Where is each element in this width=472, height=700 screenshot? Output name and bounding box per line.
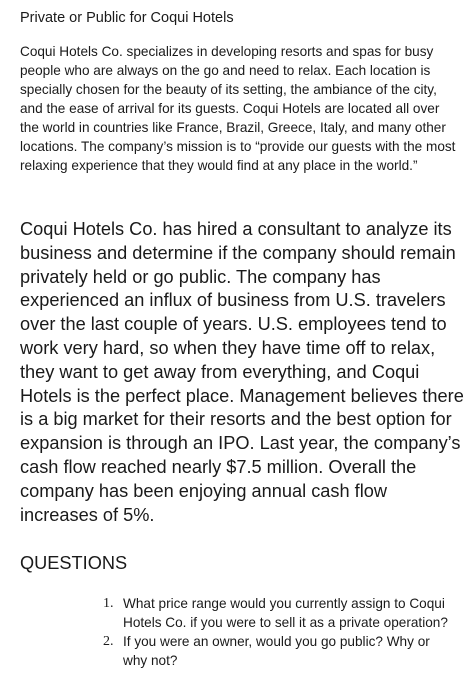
question-number: 1. [103,596,114,611]
question-text: What price range would you currently assign to Coqui Hotels Co. if you were to sell it as a private operation? [123,596,448,630]
question-list [0,594,472,670]
questions-heading: QUESTIONS [20,553,128,573]
question-number: 2. [103,634,114,649]
case-body-paragraph: Coqui Hotels Co. has hired a consultant to analyze its business and determine if the company should remain privately held or go public. The company has experienced an influx of business from U.S. travelers over the last couple of years. U.S. employees tend to work very hard, so when they have time off to relax, they want to get away from everything, and Coqui Hotels is the perfect place. Management believes there is a big market for their resorts and the best option for expansion is through an IPO. Last year, the company’s cash flow reached nearly $7.5 million. Overall the company has been enjoying annual cash flow increases of 5%. [20,219,464,525]
question-item [0,632,472,670]
intro-paragraph: Coqui Hotels Co. specializes in developing resorts and spas for busy people who are always on the go and need to relax. Each location is specially chosen for the beauty of its setting, the ambiance of the city, and the ease of arrival for its guests. Coqui Hotels are located all over the world in countries like France, Brazil, Greece, Italy, and many other locations. The company’s mission is to “provide our guests with the most relaxing experience that they would find at any place in the world.” [20,44,456,173]
question-text: If you were an owner, would you go public? Why or why not? [123,634,430,668]
document-title: Private or Public for Coqui Hotels [20,10,234,26]
question-item [0,594,472,632]
